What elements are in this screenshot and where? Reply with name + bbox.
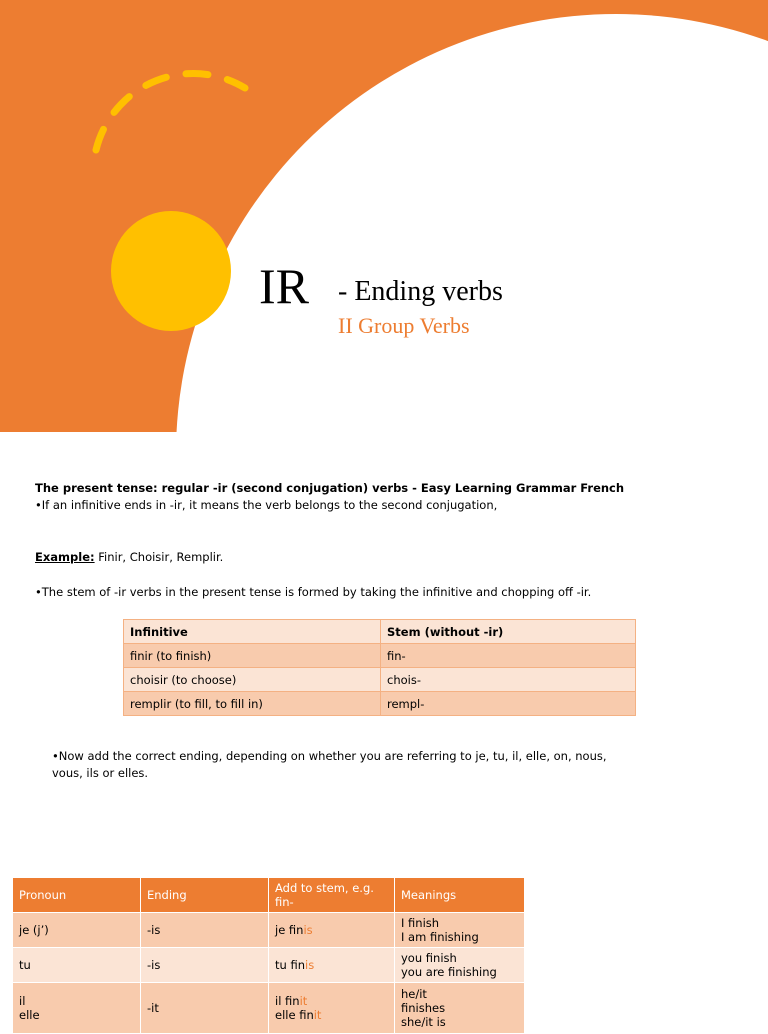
stem-note: •The stem of -ir verbs in the present tense is formed by taking the infinitive and chopping off -ir. xyxy=(35,585,592,599)
example-line xyxy=(35,549,223,566)
table-row xyxy=(13,913,525,948)
table-header-cell: Stem (without -ir) xyxy=(381,620,636,644)
table-row xyxy=(124,644,636,668)
table-header-cell: Add to stem, e.g. fin- xyxy=(269,878,395,913)
verb-ending: it xyxy=(299,994,308,1008)
meaning-text: you finish xyxy=(401,951,457,965)
table-header-cell: Infinitive xyxy=(124,620,381,644)
meaning-text: finishes xyxy=(401,1001,446,1015)
page-title-suffix: - Ending verbs xyxy=(338,276,503,307)
table-header-cell: Meanings xyxy=(395,878,525,913)
ending-cell: -is xyxy=(141,913,269,948)
page-title: IR xyxy=(259,258,309,314)
pronoun-text: tu xyxy=(19,958,31,972)
verb-ending: is xyxy=(305,958,315,972)
verb-stem: je fin xyxy=(275,923,304,937)
pronoun-cell xyxy=(13,948,141,983)
table-cell: remplir (to fill, to fill in) xyxy=(124,692,381,716)
table-cell: chois- xyxy=(381,668,636,692)
table-header-cell: Ending xyxy=(141,878,269,913)
meaning-text: I am finishing xyxy=(401,930,479,944)
table-row xyxy=(124,668,636,692)
table-row xyxy=(124,692,636,716)
meaning-text: I finish xyxy=(401,916,440,930)
intro-line: •If an infinitive ends in -ir, it means the verb belongs to the second conjugation, xyxy=(35,498,498,512)
pronoun-text: elle xyxy=(19,1008,40,1022)
verb-ending: is xyxy=(303,923,313,937)
pronoun-cell xyxy=(13,913,141,948)
table-row xyxy=(13,983,525,1034)
table-cell: fin- xyxy=(381,644,636,668)
verb-stem: elle fin xyxy=(275,1008,314,1022)
table-cell: choisir (to choose) xyxy=(124,668,381,692)
verb-form xyxy=(275,923,388,937)
ending-note-line2: vous, ils or elles. xyxy=(52,766,149,780)
intro-heading: The present tense: regular -ir (second conjugation) verbs - Easy Learning Grammar French xyxy=(35,481,625,495)
meaning-cell xyxy=(395,913,525,948)
table-cell: rempl- xyxy=(381,692,636,716)
yellow-circle-decoration xyxy=(111,211,231,331)
form-cell xyxy=(269,913,395,948)
verb-ending: it xyxy=(313,1008,322,1022)
ending-table xyxy=(12,877,525,1034)
pronoun-text: il xyxy=(19,994,26,1008)
verb-form xyxy=(275,994,388,1008)
table-cell: finir (to finish) xyxy=(124,644,381,668)
meaning-cell xyxy=(395,948,525,983)
form-cell xyxy=(269,983,395,1034)
pronoun-text: je (j’) xyxy=(19,923,49,937)
meaning-text: he/it xyxy=(401,987,427,1001)
pronoun-cell xyxy=(13,983,141,1034)
meaning-cell xyxy=(395,983,525,1034)
meaning-text: she/it is xyxy=(401,1015,446,1029)
table-row xyxy=(13,948,525,983)
verb-stem: tu fin xyxy=(275,958,305,972)
page-subtitle: II Group Verbs xyxy=(338,313,470,338)
table-header-cell: Pronoun xyxy=(13,878,141,913)
ending-cell: -it xyxy=(141,983,269,1034)
verb-form xyxy=(275,958,388,972)
dashed-arc-decoration xyxy=(80,58,270,168)
meaning-text: you are finishing xyxy=(401,965,497,979)
table-header-row xyxy=(13,878,525,913)
form-cell xyxy=(269,948,395,983)
example-text: Finir, Choisir, Remplir. xyxy=(94,550,224,564)
verb-stem: il fin xyxy=(275,994,300,1008)
ending-note-line1: •Now add the correct ending, depending on whether you are referring to je, tu, il, elle, on, nous, xyxy=(52,749,607,763)
example-label: Example: xyxy=(35,550,95,564)
stem-table xyxy=(123,619,636,716)
ending-cell: -is xyxy=(141,948,269,983)
verb-form xyxy=(275,1008,388,1022)
table-header-row xyxy=(124,620,636,644)
